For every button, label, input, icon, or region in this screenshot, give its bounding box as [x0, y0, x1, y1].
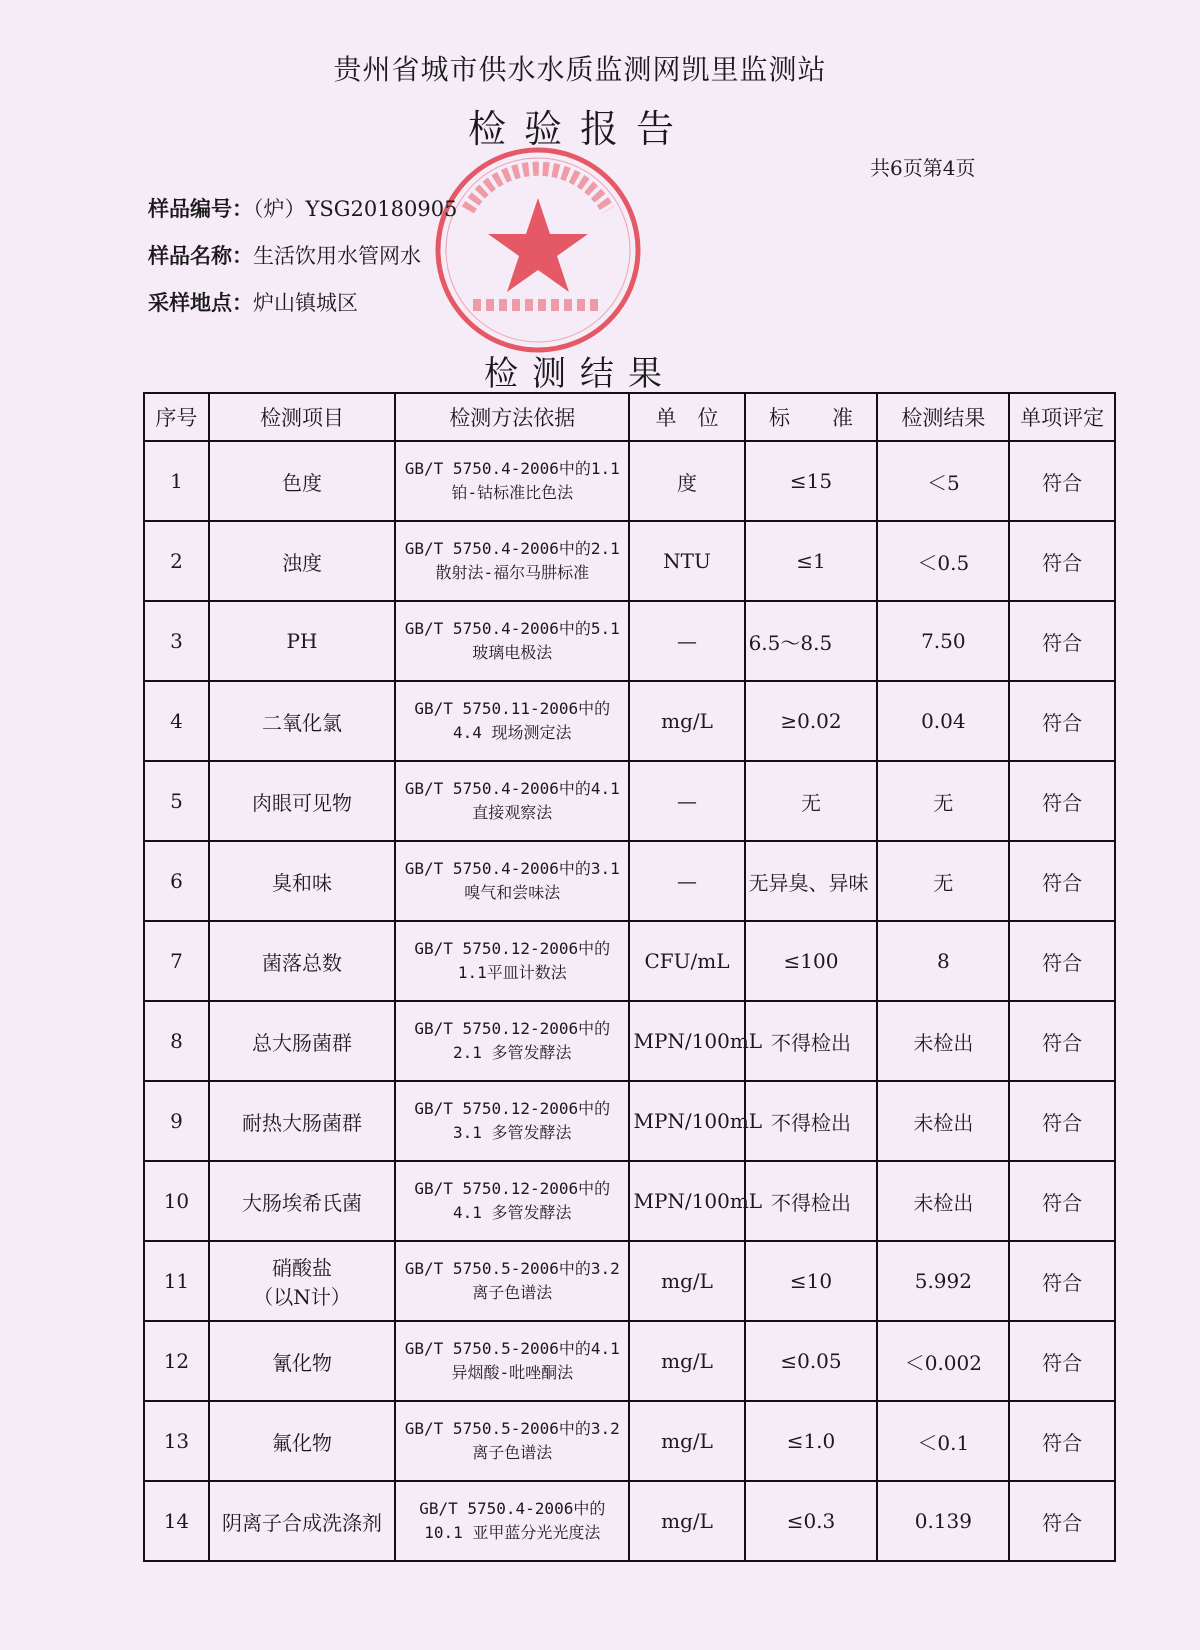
table-row	[144, 441, 1115, 521]
cell-standard: 无	[745, 761, 878, 841]
cell-method-standard: GB/T 5750.5-2006中的4.1	[404, 1339, 620, 1358]
page-indicator: 共6页第4页	[870, 156, 976, 180]
cell-method-name: 散射法-福尔马肼标准	[435, 563, 590, 582]
cell-item-name: 肉眼可见物	[251, 790, 352, 815]
cell-evaluation: 符合	[1009, 521, 1115, 601]
cell-evaluation: 符合	[1009, 1081, 1115, 1161]
cell-method	[395, 601, 629, 681]
sample-name	[148, 240, 421, 270]
cell-evaluation: 符合	[1009, 1001, 1115, 1081]
table-row	[144, 681, 1115, 761]
report-title: 检验报告	[467, 107, 692, 151]
cell-no: 13	[144, 1401, 209, 1481]
cell-item	[209, 441, 395, 521]
cell-result: 未检出	[877, 1081, 1009, 1161]
cell-item-note: （以N计）	[253, 1285, 351, 1309]
cell-item-name: 耐热大肠菌群	[241, 1110, 362, 1135]
cell-method-standard: GB/T 5750.12-2006中的	[414, 1099, 611, 1118]
sampling-location-value: 炉山镇城区	[253, 291, 358, 315]
cell-unit: NTU	[629, 521, 744, 601]
cell-method-name: 直接观察法	[472, 803, 553, 822]
cell-item	[209, 1241, 395, 1321]
header-evaluation: 单项评定	[1009, 393, 1115, 441]
cell-method-standard: GB/T 5750.4-2006中的	[419, 1499, 606, 1518]
cell-evaluation: 符合	[1009, 921, 1115, 1001]
sampling-location-label: 采样地点：	[148, 291, 253, 315]
cell-evaluation: 符合	[1009, 681, 1115, 761]
cell-item-name: 浊度	[281, 550, 322, 575]
cell-item	[209, 681, 395, 761]
cell-item-name: 氰化物	[271, 1350, 332, 1375]
cell-method	[395, 841, 629, 921]
cell-result: ＜0.5	[877, 521, 1009, 601]
cell-method-name: 4.1 多管发酵法	[453, 1203, 572, 1222]
sample-number-value: （炉）YSG20180905	[253, 197, 458, 221]
cell-method-standard: GB/T 5750.4-2006中的1.1	[404, 459, 620, 478]
table-row	[144, 841, 1115, 921]
cell-method-standard: GB/T 5750.12-2006中的	[414, 1179, 611, 1198]
cell-result: ＜0.1	[877, 1401, 1009, 1481]
cell-method-standard: GB/T 5750.4-2006中的3.1	[404, 859, 620, 878]
cell-result: 未检出	[877, 1001, 1009, 1081]
cell-method-name: 玻璃电极法	[472, 643, 553, 662]
cell-standard: 不得检出	[745, 1001, 878, 1081]
cell-evaluation: 符合	[1009, 761, 1115, 841]
cell-standard: ≤1.0	[745, 1401, 878, 1481]
cell-method-standard: GB/T 5750.4-2006中的2.1	[404, 539, 620, 558]
cell-method	[395, 1401, 629, 1481]
cell-no: 9	[144, 1081, 209, 1161]
cell-item-name: 硝酸盐	[271, 1256, 332, 1280]
cell-method-name: 嗅气和尝味法	[464, 883, 561, 902]
cell-standard: ≤0.3	[745, 1481, 878, 1561]
cell-no: 10	[144, 1161, 209, 1241]
cell-method-standard: GB/T 5750.5-2006中的3.2	[404, 1259, 620, 1278]
official-seal-stamp	[428, 140, 648, 360]
cell-method	[395, 681, 629, 761]
cell-standard: 不得检出	[745, 1161, 878, 1241]
header-no: 序号	[144, 393, 209, 441]
header-standard: 标 准	[745, 393, 878, 441]
cell-evaluation: 符合	[1009, 1481, 1115, 1561]
cell-no: 7	[144, 921, 209, 1001]
cell-evaluation: 符合	[1009, 1161, 1115, 1241]
table-row	[144, 1321, 1115, 1401]
cell-unit: mg/L	[629, 1321, 744, 1401]
cell-no: 14	[144, 1481, 209, 1561]
cell-item	[209, 761, 395, 841]
cell-evaluation: 符合	[1009, 1401, 1115, 1481]
cell-unit: 度	[629, 441, 744, 521]
results-title: 检测结果	[484, 354, 676, 394]
cell-method-standard: GB/T 5750.4-2006中的5.1	[404, 619, 620, 638]
cell-item-name: 阴离子合成洗涤剂	[221, 1510, 382, 1535]
table-row	[144, 1401, 1115, 1481]
cell-method-standard: GB/T 5750.5-2006中的3.2	[404, 1419, 620, 1438]
cell-no: 2	[144, 521, 209, 601]
cell-standard: 无异臭、异味	[745, 841, 878, 921]
sample-number-label: 样品编号：	[148, 197, 253, 221]
cell-result: ＜0.002	[877, 1321, 1009, 1401]
cell-unit: mg/L	[629, 1481, 744, 1561]
cell-method-name: 异烟酸-吡唑酮法	[451, 1363, 574, 1382]
cell-method	[395, 1481, 629, 1561]
cell-unit: MPN/100mL	[629, 1161, 744, 1241]
cell-no: 3	[144, 601, 209, 681]
cell-result: 无	[877, 761, 1009, 841]
cell-result: ＜5	[877, 441, 1009, 521]
cell-item	[209, 1161, 395, 1241]
cell-item	[209, 601, 395, 681]
results-table	[143, 392, 1116, 1562]
cell-no: 8	[144, 1001, 209, 1081]
cell-method-name: 铂-钴标准比色法	[451, 483, 574, 502]
cell-evaluation: 符合	[1009, 1241, 1115, 1321]
cell-result: 5.992	[877, 1241, 1009, 1321]
table-row	[144, 1161, 1115, 1241]
cell-item-name: 总大肠菌群	[251, 1030, 352, 1055]
table-row	[144, 601, 1115, 681]
cell-standard: ≤100	[745, 921, 878, 1001]
table-header-row	[144, 393, 1115, 441]
cell-result: 7.50	[877, 601, 1009, 681]
cell-unit: —	[629, 761, 744, 841]
cell-standard: ≥0.02	[745, 681, 878, 761]
cell-method	[395, 761, 629, 841]
cell-method-name: 4.4 现场测定法	[453, 723, 572, 742]
cell-item	[209, 1321, 395, 1401]
cell-method-name: 离子色谱法	[472, 1283, 553, 1302]
cell-evaluation: 符合	[1009, 601, 1115, 681]
cell-item	[209, 1081, 395, 1161]
cell-unit: CFU/mL	[629, 921, 744, 1001]
sampling-location	[148, 287, 358, 317]
cell-item	[209, 841, 395, 921]
table-row	[144, 1481, 1115, 1561]
cell-evaluation: 符合	[1009, 841, 1115, 921]
header-item: 检测项目	[209, 393, 395, 441]
cell-unit: mg/L	[629, 681, 744, 761]
cell-method-standard: GB/T 5750.11-2006中的	[414, 699, 611, 718]
header-result: 检测结果	[877, 393, 1009, 441]
cell-evaluation: 符合	[1009, 441, 1115, 521]
cell-method	[395, 1241, 629, 1321]
table-row	[144, 521, 1115, 601]
cell-no: 6	[144, 841, 209, 921]
cell-method	[395, 921, 629, 1001]
cell-item	[209, 1481, 395, 1561]
cell-standard: ≤0.05	[745, 1321, 878, 1401]
table-row	[144, 1081, 1115, 1161]
organization-name: 贵州省城市供水水质监测网凯里监测站	[333, 53, 827, 86]
table-row	[144, 1001, 1115, 1081]
cell-result: 0.04	[877, 681, 1009, 761]
cell-no: 4	[144, 681, 209, 761]
cell-standard: 6.5～8.5	[745, 601, 878, 681]
cell-result: 未检出	[877, 1161, 1009, 1241]
cell-method-standard: GB/T 5750.12-2006中的	[414, 1019, 611, 1038]
cell-standard: ≤1	[745, 521, 878, 601]
table-row	[144, 921, 1115, 1001]
cell-method-name: 10.1 亚甲蓝分光光度法	[424, 1523, 601, 1542]
cell-method	[395, 1321, 629, 1401]
cell-standard: ≤10	[745, 1241, 878, 1321]
sample-name-label: 样品名称：	[148, 244, 253, 268]
header-method: 检测方法依据	[395, 393, 629, 441]
sample-name-value: 生活饮用水管网水	[253, 244, 421, 268]
cell-method-name: 3.1 多管发酵法	[453, 1123, 572, 1142]
cell-method-standard: GB/T 5750.12-2006中的	[414, 939, 611, 958]
cell-item-name: 氟化物	[271, 1430, 332, 1455]
cell-item	[209, 521, 395, 601]
cell-item-name: PH	[286, 629, 318, 653]
cell-method	[395, 521, 629, 601]
cell-standard: ≤15	[745, 441, 878, 521]
cell-no: 12	[144, 1321, 209, 1401]
cell-method-standard: GB/T 5750.4-2006中的4.1	[404, 779, 620, 798]
cell-no: 5	[144, 761, 209, 841]
cell-unit: MPN/100mL	[629, 1081, 744, 1161]
sample-number	[148, 193, 457, 223]
cell-item-name: 菌落总数	[261, 950, 342, 975]
cell-unit: —	[629, 841, 744, 921]
cell-no: 11	[144, 1241, 209, 1321]
cell-result: 8	[877, 921, 1009, 1001]
cell-no: 1	[144, 441, 209, 521]
cell-item-name: 色度	[281, 470, 322, 495]
cell-method	[395, 441, 629, 521]
cell-unit: MPN/100mL	[629, 1001, 744, 1081]
cell-item-name: 大肠埃希氏菌	[241, 1190, 362, 1215]
cell-method	[395, 1161, 629, 1241]
cell-method-name: 2.1 多管发酵法	[453, 1043, 572, 1062]
cell-item	[209, 1001, 395, 1081]
cell-item	[209, 921, 395, 1001]
table-row	[144, 1241, 1115, 1321]
table-row	[144, 761, 1115, 841]
cell-item-name: 二氧化氯	[261, 710, 342, 735]
cell-unit: —	[629, 601, 744, 681]
cell-item-name: 臭和味	[271, 870, 332, 895]
cell-standard: 不得检出	[745, 1081, 878, 1161]
cell-result: 无	[877, 841, 1009, 921]
cell-result: 0.139	[877, 1481, 1009, 1561]
header-unit: 单 位	[629, 393, 744, 441]
cell-evaluation: 符合	[1009, 1321, 1115, 1401]
cell-method-name: 1.1平皿计数法	[457, 963, 567, 982]
cell-unit: mg/L	[629, 1401, 744, 1481]
cell-method-name: 离子色谱法	[472, 1443, 553, 1462]
cell-method	[395, 1001, 629, 1081]
cell-method	[395, 1081, 629, 1161]
cell-unit: mg/L	[629, 1241, 744, 1321]
cell-item	[209, 1401, 395, 1481]
